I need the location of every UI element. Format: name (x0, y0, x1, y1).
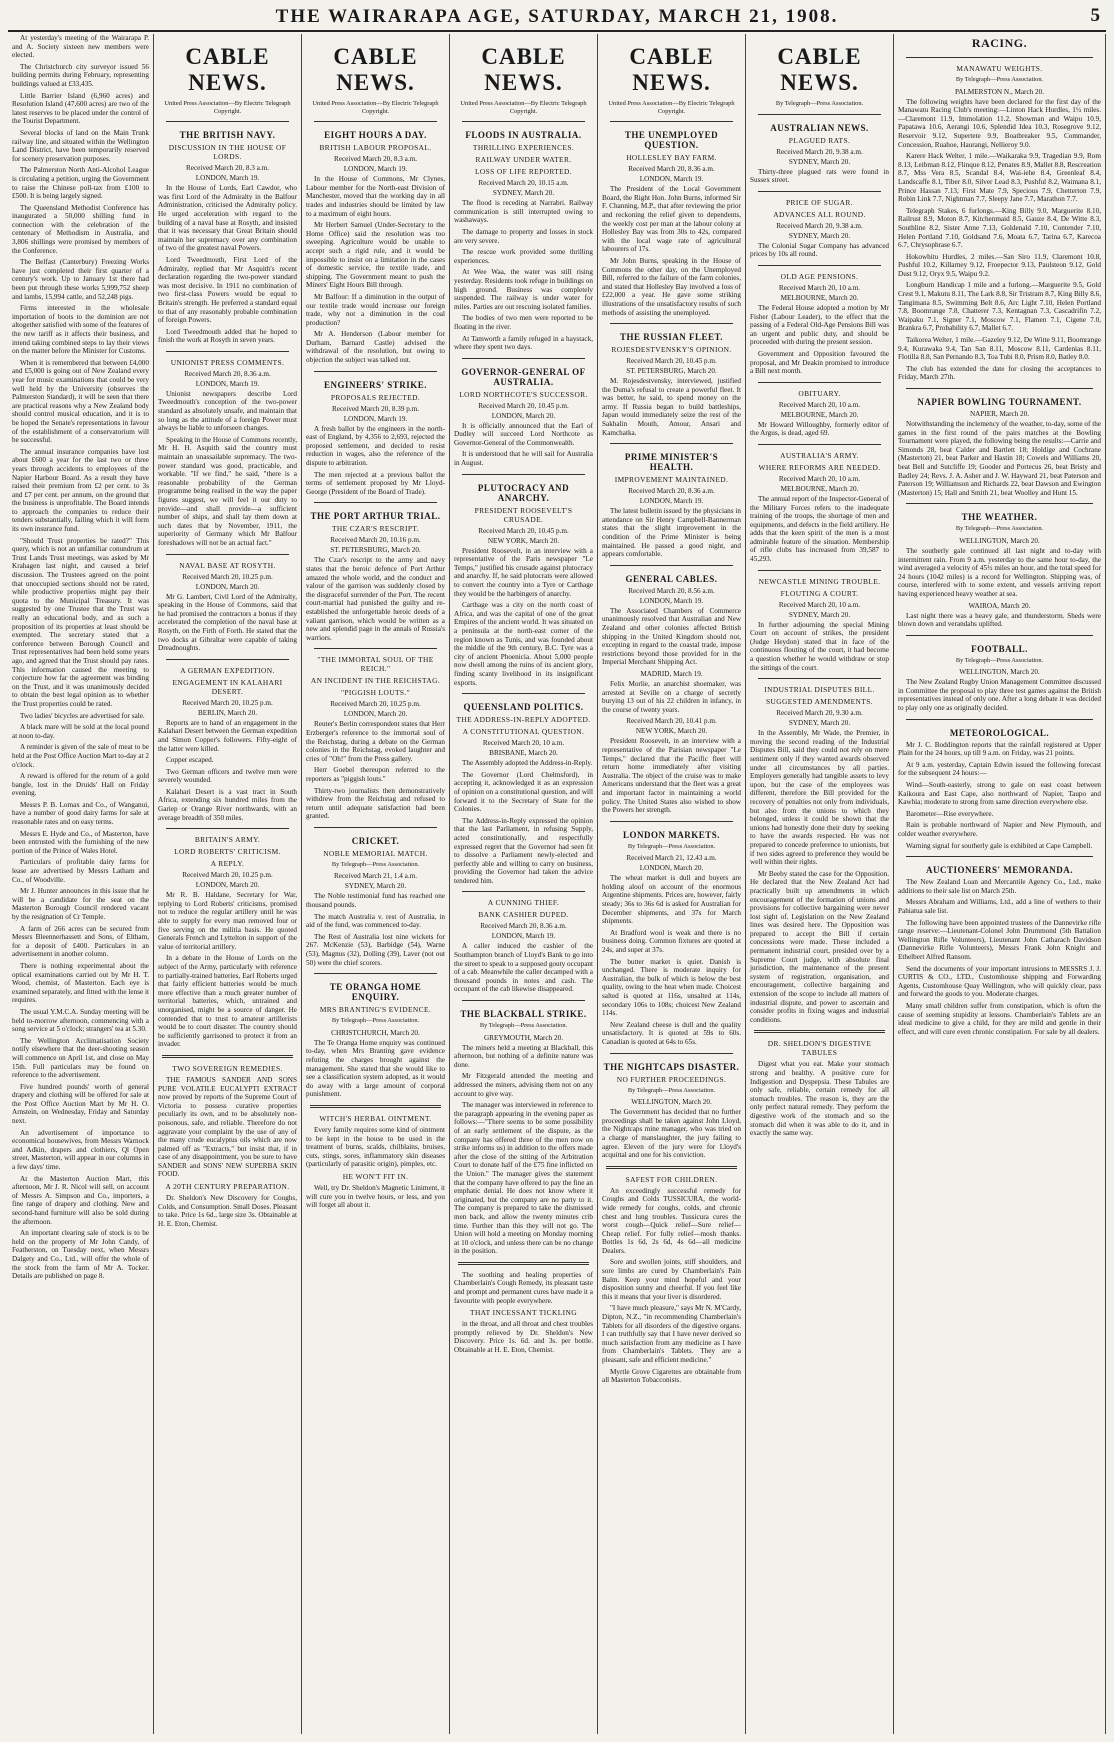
received-time: Received March 20, 10 a.m. (778, 474, 861, 483)
article-paragraph: Taikorea Welter, 1 mile.—Gazeley 9.12, De Witte 9.11, Boomrange 9.4, Kurawaka 9.4, Tan San 8.11, Moscow 8.11, Cardenias 8.11, Flotilla 8.8, San Pernando 8.3, Toa Tubi 8.0, Prism 8.0, Batley 8.0. (898, 336, 1101, 362)
article-paragraph: In a debate in the House of Lords on the subject of the Army, particularly with reference to partially-trained batteries, Earl Roberts urged that fairly efficient batteries would be much more effective than a much greater number of territorial batteries, which, untrained and unorganised, might be a source of danger. He contended that to trust to amateur artillerists would be to court disaster. The country should be sufficiently garrisoned to protect it from an invader. (158, 954, 297, 1049)
article-paragraph: The annual report of the Inspector-General of the Military Forces refers to the inadequate training of the troops, the shortage of men and equipments, and defects in the field artillery. He adds that the keen spirit of the men is a most admirable feature of the situation. Membership of rifle clubs has increased from 39,587 to 45,293. (750, 494, 889, 564)
article-paragraph: The damage to property and losses in stock are very severe. (454, 227, 593, 245)
article-subheading: NOBLE MEMORIAL MATCH. (323, 848, 428, 858)
article-paragraph: Felix Morlie, an anarchist shoemaker, was arrested at Seville on a charge of secretly burying 13 out of his 22 children in infancy, in the course of twenty years. (602, 679, 741, 714)
article-paragraph: Mr John Burns, speaking in the House of Commons the other day, on the Unemployed Bill, referred to the failure of the farm colonies, and stated that Hollesley Bay involved a loss of £22,000 a year. He gave some striking illustrations of the unsatisfactory results of such methods of assisting the unemployed. (602, 256, 741, 317)
article-heading: TE ORANGA HOME ENQUIRY. (329, 982, 422, 1003)
article-subheading: ROJESDESTVENSKY'S OPINION. (611, 345, 732, 355)
local-news-item: Several blocks of land on the Main Trunk railway line, and situated within the Wellington Land District, have been temporarily reserved for scenery preservation purposes. (12, 128, 149, 163)
received-time: Received March 20, 10.16 p.m. (330, 536, 421, 545)
article-subheading: NAVAL BASE AT ROSYTH. (179, 560, 276, 570)
dateline: ST. PETERSBURG, March 20. (626, 367, 717, 376)
article-heading: THE RUSSIAN FLEET. (619, 332, 724, 343)
dateline: WAIROA, March 20. (968, 601, 1031, 610)
article-subheading: A CONSTITUTIONAL QUESTION. (462, 727, 585, 737)
local-news-item: There is nothing experimental about the optical examinations carried out by Mr H. T. Wood, chemist, of Masterton. Each eye is examined separately, and fitted with the lense it requires. (12, 961, 149, 1005)
local-news-item: Particulars of profitable dairy farms for lease are advertised by Messrs Latham and Co., of Woodville. (12, 858, 149, 884)
advertisement-text: Sore and swollen joints, stiff shoulders, and sore limbs are cured by Chamberlain's Pain Balm. Keep your mind hopeful and your disposition sunny and cheerful. If you feel like this it means that your liver is disordered. (602, 1258, 741, 1301)
received-time: Received March 20, 10 a.m. (778, 283, 861, 292)
article-paragraph: The President of the Local Government Board, the Right Hon. John Burns, informed Sir F. Channing, M.P., that after reviewing the prior and reckoning the relief given to dependents, the weekly cost per man at the labour colony at Hollesley Bay was from 30s to 42s, compared with the local wage rate of agricultural labourers of 17s. (602, 185, 741, 254)
dateline: MELBOURNE, March 20. (780, 484, 859, 493)
dateline: ST. PETERSBURG, March 20. (330, 546, 421, 555)
local-news-body (12, 34, 149, 1281)
received-time: Received March 20, 8.36 a.m. (628, 487, 715, 496)
article-paragraph: A fresh ballot by the engineers in the north-east of England, by 4,356 to 2,693, rejected the proposed settlement, and decided to resist reduction in wages, also the reference of the dispute to arbitration. (306, 424, 445, 468)
local-news-item: The Christchurch city surveyor issued 56 building permits during February, representing buildings valued at £33,435. (12, 62, 149, 88)
article-paragraph: The Czar's rescript to the army and navy states that the heroic defence of Port Arthur amazed the whole world, and the conduct and valour of the garrison was suddenly closed by the disgraceful surrender of the Port. The recent court-martial had punished the guilty and re-established the unforgettable heroic deeds of a valiant garrison, which would be written as a new and splendid page in the annals of Russia's warriors. (306, 556, 445, 642)
article-paragraph: The following weights have been declared for the first day of the Manawatu Racing Club's meeting:—Linton Hack Hurdles, 1½ miles.—Claremont 11.9, Immolation 11.2, Showman and Waipu 10.9, Papatawa 10.6, Aerangi 10.6, Splendid Idea 10.3, Rosegrove 9.12, Reservoir 9.12, Supertete 9.9, Boatbreaker 9.5, Commander, Concession, Ruahoe, Haurangi, Nellieroy 9.0. (898, 97, 1101, 149)
column-cable-news-3 (450, 34, 598, 1734)
article-paragraph: In the House of Commons, Mr Clynes, Labour member for the North-east Division of Manchester, moved that the working day in all trades and industries should be limited by law to a maximum of eight hours. (306, 175, 445, 218)
article-paragraph: New Zealand cheese is dull and the quality unsatisfactory. It is quoted at 59s to 60s. Canadian is quoted at 64s to 65s. (602, 1020, 741, 1046)
column-cable-news-2 (302, 34, 450, 1734)
article-paragraph: Government and Opposition favoured the proposal, and Mr Deakin promised to introduce a Bill next month. (750, 349, 889, 376)
article-subheading: THRILLING EXPERIENCES. (472, 143, 575, 153)
article-paragraph: In the House of Lords, Earl Cawdor, who was first Lord of the Admiralty in the Balfour Administration, criticised the Admiralty policy. He urged acceleration with regard to the building of a naval base at Rosyth, and insisted that it was necessary that Great Britain should maintain her supremacy over any combination of two of the greatest naval Powers. (158, 184, 297, 253)
local-news-item: An important clearing sale of stock is to be held on the property of Mr John Candy, of Featherston, on Tuesday next, when Messrs Dalgety and Co., Ltd., will offer the whole of the stock from the farm of Mr A. Tocker. Details are published on page 8. (12, 1229, 149, 1281)
article-subheading: LORD ROBERTS' CRITICISM. (174, 847, 281, 857)
received-time: Received March 20, 8.3 a.m. (333, 155, 418, 164)
article-paragraph: Copper escaped. (166, 756, 214, 765)
article-paragraph: Mr R. B. Haldane, Secretary for War, replying to Lord Roberts' criticisms, promised not to reduce the regular artillery until he was able to supply for every man removed four or five serving on the militia basis. He quoted Generals French and Lyttelton in support of the value of territorial artillery. (158, 891, 297, 951)
article-paragraph: In the Assembly, Mr Wade, the Premier, in moving the second reading of the Industrial Disputes Bill, said they could not rely on mere sentiment only if they wanted awards observed under all circumstances by all parties. Employers generally had tangible assets to levy upon, but the case of the employees was different, therefore the Bill provided for the recovery of penalties not only from individuals, but also from the unions to which they belonged, unless it could be shown that the unions had honestly done their duty by seeking to have the awards respected. He was not prepared to concede preference to unionists, but if two sides agreed to preference they would be well within their rights. (750, 729, 889, 867)
advertisement-text: in the throat, and all throat and chest troubles promptly relieved by Dr. Sheldon's New Discovery. Price 1s. 6d. and 3s. per bottle. Obtainable at H. E. Eton, Chemist. (454, 1320, 593, 1355)
dateline: MELBOURNE, March 20. (780, 410, 859, 419)
article-heading: CRICKET. (351, 835, 400, 846)
advertisement-text: Digest what you eat. Make your stomach strong and healthy. A positive cure for Indigestion and Dyspepsia. These Tabules are only safe, reliable, certain remedy for all stomach troubles. The reason is, they are the only perfect natural remedy. They perform the digestive work of the stomach and so the stomach did when it was able to do it, and in exactly the same way. (750, 1060, 889, 1138)
cable-news-banner: CABLE NEWS. (481, 44, 566, 95)
cable-news-banner: CABLE NEWS. (333, 44, 418, 95)
article-paragraph: The Te Oranga Home enquiry was continued to-day, when Mrs Branting gave evidence refuting the charges brought against the management. She stated that she would like to see a classification system adopted, as it would do away with a large amount of corporal punishment. (306, 1038, 445, 1099)
article-subheading: AN INCIDENT IN THE REICHSTAG. (310, 676, 441, 686)
article-subheading: IMPROVEMENT MAINTAINED. (614, 475, 729, 485)
dateline: NEW YORK, March 20. (487, 536, 560, 545)
article-paragraph: Mr J. C. Boddington reports that the rainfall registered at Upper Plain for the 24 hours, up till 9 a.m. on Friday, was 21 points. (898, 740, 1101, 758)
article-heading: GOVERNOR-GENERAL OF AUSTRALIA. (461, 366, 586, 387)
dateline: LONDON, March 19. (639, 175, 704, 184)
article-paragraph: Reports are to hand of an engagement in the Kalahari Desert between the German expedition and Simon Copper's followers. Fifty-eight of the latter were killed. (158, 718, 297, 753)
article-paragraph: The manager was interviewed in reference to the paragraph appearing in the evening paper as follows:—"There seems to be some possibility of an early settlement of the dispute, as the company has offered three of the men now on strike informs us) in addition to the offers made after the close of the sitting of the Arbitration Court to donate half of the £75 fine inflicted on the Union." The manager gives the statement that the company have offered to pay the fine an emphatic denial. He does not know where it originated, but the company are no party to it. The company is prepared to take the dismissed men back, and allow the twenty minutes crib time. Further than this they will not go. The Union will hold a meeting on Monday morning at 10 o'clock, and unless there can be no change in the position. (454, 1101, 593, 1256)
article-paragraph: Mr Herbert Samuel (Under-Secretary to the Home Office) said the resolution was too sweeping. Agriculture would be unable to accept such a rigid rule, and it would be impossible to insist on a limitation in the cases of domestic service, the textile trade, and shipping. The Government meant to push the Miners' Eight Hours Bill through. (306, 221, 445, 290)
article-paragraph: Messrs Abraham and Williams, Ltd., add a line of wethers to their Pahiatua sale list. (898, 898, 1101, 915)
article-paragraph: Lord Tweedmouth, First Lord of the Admiralty, replied that Mr Asquith's recent declaration regarding the two-power standard was most decisive. In 1911 no combination of two first-class Powers would be equal to Britain's strength. He preferred a standard equal to that of any reasonably probable combination of foreign Powers. (158, 255, 297, 325)
article-heading: QUEENSLAND POLITICS. (463, 702, 584, 713)
article-paragraph: Many small children suffer from constipation, which is often the cause of seeming stupidity at lessons. Chamberlain's Tablets are an ideal medicine to give a child, for they are mild and gentle in their effect, and will cure even chronic constipation. For sale by all dealers. (898, 1001, 1101, 1036)
article-paragraph: Rain is probable northward of Napier and New Plymouth, and colder weather everywhere. (898, 821, 1101, 838)
article-paragraph: The Associated Chambers of Commerce unanimously resolved that Australian and New Zealand and other colonies affected British shipping in the United Kingdom should not, excepting in regard to the coastal trade, impose restrictions beyond those provided for in the Imperial Merchant Shipping Act. (602, 606, 741, 667)
article-paragraph: Longburn Handicap 1 mile and a furlong.—Marguerite 9.5, Gold Crest 9.1, Makutu 8.11, The Lark 8.8, Sir Tristram 8.7, King Billy 8.6, Tangimana 8.5, Swimming Belt 8.6, Arc Light 7.10, Helen Portland 7.8, Boomrange 7.8, Chatterer 7.3, Kentagnan 7.3, Cascadrifin 7.2, Waipaku 7.1, Signer 7.1, Moscow 7.1, Flamen 7.1, Cigene 7.0, Brankra 6.7, Probability 6.7, Mallet 6.7. (898, 281, 1101, 333)
article-paragraph: The southerly gale continued all last night and to-day with intermittent rain. From 9 a.m. yesterday to the same hour to-day, the wind averaged a velocity of 45½ miles an hour, and the total speed for 24 hours (1042 miles) is a record for Wellington. Shipping was, of course, interfered with to some extent, and vessels arriving report having experienced heavy weather at sea. (898, 546, 1101, 598)
dateline: BERLIN, March 20. (197, 708, 258, 717)
dateline: LONDON, March 19. (491, 932, 556, 941)
article-subheading: RAILWAY UNDER WATER. (475, 155, 572, 165)
newspaper-title: THE WAIRARAPA AGE, SATURDAY, MARCH 21, 1908. (275, 6, 839, 27)
dateline: LONDON, March 19. (195, 174, 260, 183)
article-paragraph: The Rest of Australia lost nine wickets for 267. McKenzie (53), Barbidge (54), Warne (53), Magnus (32), Dolling (39), Laver (not out 50) were the chief scorers. (306, 932, 445, 967)
received-time: Received March 20, 10.45 p.m. (478, 526, 569, 535)
advertisement-heading: THAT INCESSANT TICKLING (470, 1308, 577, 1318)
dateline: LONDON, March 20. (639, 864, 704, 873)
dateline: BRISBANE, March 20. (489, 749, 558, 758)
article-paragraph: Mr A. Henderson (Labour member for Durham, Barnard Castle) advised the withdrawal of the resolution, but owing to objection the subject was talked out. (306, 330, 445, 365)
dateline: SYDNEY, March 20. (344, 882, 407, 891)
received-time: Received March 20, 10.25 p.m. (182, 698, 273, 707)
dateline: NEW YORK, March 20. (635, 727, 708, 736)
article-subheading: BRITISH LABOUR PROPOSAL. (319, 143, 432, 153)
article-paragraph: Last night there was a heavy gale, and thunderstorm. Sheds were blown down and verandahs uplifted. (898, 611, 1101, 629)
article-subheading: MANAWATU WEIGHTS. (956, 64, 1043, 73)
article-paragraph: A caller induced the cashier of the Southampton branch of Lloyd's Bank to go into the street to speak to a supposed gouty occupant of a cab. Meanwhile the caller decamped with a thousand pounds in notes and cash. The occupant of the cab likewise disappeared. (454, 942, 593, 994)
article-heading: NAPIER BOWLING TOURNAMENT. (917, 397, 1082, 407)
dateline: NAPIER, March 20. (969, 410, 1030, 418)
article-heading: THE BLACKBALL STRIKE. (460, 1009, 587, 1020)
local-news-item: The Belfast (Canterbury) Freezing Works have just completed their first quarter of a century's work. Up to January 1st there had been put through these works 5,999,752 sheep and lambs, 15,994 cattle, and 52,248 pigs. (12, 258, 149, 301)
article-paragraph: The Federal House adopted a motion by Mr Fisher (Labour Leader), to the effect that the passing of a Federal Old-Age Pensions Bill was an urgent and public duty, and should be proceeded with during the present session. (750, 303, 889, 347)
article-subheading: OLD AGE PENSIONS. (780, 271, 859, 281)
dateline: SYDNEY, March 20. (788, 231, 851, 240)
article-heading: THE BRITISH NAVY. (179, 130, 276, 141)
article-paragraph: Unionist newspapers describe Lord Tweedmouth's conception of the two-power standard as absolutely unsafe, and maintain that so long as the attitude of a foreign Power must always be liable to unforseen changes. (158, 389, 297, 433)
article-heading: THE UNEMPLOYED QUESTION. (624, 130, 719, 151)
article-paragraph: Notwithstanding the inclemency of the weather, to-day, some of the games in the first round of the pairs matches at the Bowling Tournament were played, the following being the results:—Carrie and Simonds 28, beat Calder and Bartlett 18; Holdige and Cochrane (Masterton) 21, beat Parker and Hastin 18; Cowels and Williams 20, beat Bell and Sutcliffe 19; Gooder and Portecus 26, beat Bristy and Badley 24; Revs. J. A. Asher and J. W. Hayward 21, beat Paterson and Paterson 19; Williamson and Richards 22, beat Dawson and Ewington (Masterton) 15; Hall and Smith 21, beat Woolley and Hunt 15. (898, 420, 1101, 497)
article-paragraph: The bodies of two men were reported to be floating in the river. (454, 314, 593, 331)
article-subheading: BANK CASHIER DUPED. (478, 910, 569, 920)
dateline: MADRID, March 19. (640, 669, 703, 678)
received-time: Received March 20, 10.45 p.m. (626, 357, 717, 366)
article-heading: AUCTIONEERS' MEMORANDA. (925, 865, 1073, 876)
received-time: Received March 20, 9.38 a.m. (776, 147, 863, 156)
received-time: Received March 20, 10 a.m. (482, 739, 565, 748)
article-subheading: BRITAIN'S ARMY. (194, 835, 261, 845)
article-subheading: WHERE REFORMS ARE NEEDED. (758, 462, 881, 472)
article-paragraph: It is understood that he will sail for Australia in August. (454, 450, 593, 468)
article-paragraph: At Bradford wool is weak and there is no business doing. Common fixtures are quoted at 24s, and super at 37s. (602, 928, 741, 955)
article-paragraph: Reuter's Berlin correspondent states that Herr Erzberger's reference to the immortal soul of the Reichstag, during a debate on the German colonies in the Reichstag, evoked laughter and cries of "Oh!" from the Press gallery. (306, 720, 445, 763)
dateline: LONDON, March 20. (491, 411, 556, 420)
article-subheading: SUGGESTED AMENDMENTS. (766, 697, 873, 707)
dateline: LONDON, March 19. (343, 414, 408, 423)
local-news-item: A black mare will be sold at the local pound at noon to-day. (12, 723, 149, 740)
press-credit: United Press Association—By Electric Telegraph Copyright. (312, 100, 439, 115)
article-subheading: AUSTRALIA'S ARMY. (780, 450, 859, 460)
article-heading: THE PORT ARTHUR TRIAL. (310, 511, 441, 522)
dateline: LONDON, March 20. (195, 881, 260, 890)
article-paragraph: Mr Fitzgerald attended the meeting and addressed the miners, advising them not on any account to give way. (454, 1072, 593, 1098)
article-heading: EIGHT HOURS A DAY. (324, 130, 427, 141)
cable-news-banner: CABLE NEWS. (629, 44, 714, 95)
press-credit: By Telegraph—Press Association. (775, 100, 864, 107)
advertisement-text: "I have much pleasure," says Mr N. M'Cardy, Dipton, N.Z., "in recommending Chamberlain's Tablets for all disorders of the digestive organs. I can truthfully say that I have never derived so much satisfaction from any medicine as I have from Chamberlain's Tablets. They are a pleasant, safe and efficient medicine." (602, 1304, 741, 1364)
local-news-item: The Wellington Acclimatisation Society notify elsewhere that the deer-shooting season will commence on April 1st, and close on May 15th. Full particulars may be found on reference to the advertisement. (12, 1036, 149, 1080)
local-news-item: An advertisement of importance to economical housewives, from Messrs Warnock and Adkin, drapers and clothiers, Ql Open street, Masterton, will appear in our columns in a few days' time. (12, 1128, 149, 1172)
article-heading: RACING. (971, 36, 1028, 50)
article-paragraph: The Government has decided that no further proceedings shall be taken against John Lloyd, the Nightcaps mine manager, who was tried on a charge of manslaughter, the jury failing to agree. Eleven of the jury were for Lloyd's acquittal and one for his conviction. (602, 1108, 741, 1160)
advertisement-heading: DR. SHELDON'S DIGESTIVE TABULES (767, 1039, 872, 1058)
article-subheading: THE ADDRESS-IN-REPLY ADOPTED. (456, 715, 591, 725)
article-heading: GENERAL CABLES. (625, 573, 718, 584)
article-paragraph: Carthage was a city on the north coast of Africa, and was the capital of one of the great Empires of the ancient world. It was situated on a peninsula at the north-east corner of the region known as Tunis, and was founded about the middle of the 9th century, B.C. Tyre was a city of ancient Phoenicia. About 5,000 people now dwell among the ruins of its ancient glory, finding scanty livelihood in its insignificant exports. (454, 601, 593, 687)
article-paragraph: Thirty-three plagued rats were found in Sussex street. (750, 167, 889, 185)
local-news-item: A reminder is given of the sale of meat to be held at the Post Office Auction Mart to-day at 2 o'clock. (12, 743, 149, 769)
press-credit: United Press Association—By Electric Telegraph Copyright. (460, 100, 587, 115)
received-time: Received March 20, 8.56 a.m. (628, 586, 715, 595)
article-heading: PRIME MINISTER'S HEALTH. (624, 452, 719, 473)
article-heading: AUSTRALIAN NEWS. (770, 122, 869, 133)
local-news-item: Two ladies' bicycles are advertised for sale. (20, 711, 145, 720)
article-paragraph: Warning signal for southerly gale is exhibited at Cape Campbell. (906, 841, 1093, 850)
press-credit: By Telegraph—Press Association. (331, 1017, 420, 1025)
received-time: Received March 21, 12.43 a.m. (626, 854, 717, 863)
local-news-item: Messrs E. Hyde and Co., of Masterton, have been entrusted with the furnishing of the new portion of the Prince of Wales Hotel. (12, 829, 149, 855)
article-subheading: PRICE OF SUGAR. (786, 197, 853, 207)
article-subheading: PLAGUED RATS. (788, 135, 851, 145)
advertisement-text: THE FAMOUS SANDER AND SONS PURE VOLATILE EUCALYPTI EXTRACT now proved by reports of the Supreme Court of Victoria to possess curative properties peculiarly its own, and to be absolutely non-poisonous, safe, and reliable. Therefore do not aggravate your complaint by the use of any of the many crude eucalyptus oils which are now palmed off as "Extracts," but insist that, if in case of any disappointment, you be sure to have SANDER and SONS' NEW SUPERBA SKIN FOOD. (158, 1075, 297, 1179)
article-paragraph: Send the documents of your important intrusions to MESSRS J. J. CURTIS & CO., LTD., Customhouse shipping and Forwarding Agents, Customhouse Quay Wellington, who will quickly clear, pass and forward the goods to you. Moderate charges. (898, 964, 1101, 999)
article-paragraph: The butter market is quiet. Danish is unchanged. There is moderate inquiry for Australian, the bulk of which is below the best quality, owing to the heat when made. Choicest salted is quoted at 116s, unsalted at 114s, secondary 106s to 108s; choicest New Zealand 114s. (602, 957, 741, 1018)
local-news-item: The annual insurance companies have lost about £600 a year for the last two or three years through accidents to employees of the Napier Harbour Board. As a result they have raised their premium from £2 per cent. to 3s and £7 per cent. per annum, on the ground that the business is unprofitable. The Board intends to approach the companies to reduce their tenders substantially, failing which it will form its own insurance fund. (12, 447, 149, 534)
dateline: SYDNEY, March 20. (788, 157, 851, 166)
dateline: LONDON, March 19. (195, 379, 260, 388)
article-paragraph: The flood is receding at Narrabri. Railway communication is still interrupted owing to washaways. (454, 199, 593, 225)
local-news-item: Firms interested in the wholesale importation of boots to the dominion are not altogether satisfied with some of the features of the new tariff as it affects their business, and intend taking combined steps to lay their views on the matter before the Minister for Customs. (12, 304, 149, 356)
press-credit: By Telegraph—Press Association. (479, 1022, 568, 1030)
article-subheading: FLOUTING A COURT. (780, 588, 859, 598)
article-heading: THE WEATHER. (961, 512, 1038, 523)
dateline: SYDNEY, March 20. (788, 610, 851, 619)
article-paragraph: Kalahari Desert is a vast tract in South Africa, extending six hundred miles from the Gariep or Orange River northwards, with an average breadth of 350 miles. (158, 787, 297, 822)
article-subheading: UNIONIST PRESS COMMENTS. (170, 357, 285, 367)
article-subheading: NO FURTHER PROCEEDINGS. (616, 1074, 727, 1084)
dateline: SYDNEY, March 20. (788, 719, 851, 728)
article-paragraph: The New Zealand Loan and Mercantile Agency Co., Ltd., make additions to their sale list on March 25th. (898, 878, 1101, 895)
article-heading: LONDON MARKETS. (622, 829, 720, 840)
article-subheading: "PIGGISH LOUTS." (340, 688, 411, 698)
advertisement-text: The soothing and healing properties of Chamberlain's Cough Remedy, its pleasant taste and prompt and permanent cures have made it a favourite with people everywhere. (454, 1270, 593, 1305)
article-paragraph: Mr Howard Willoughby, formerly editor of the Argus, is dead, aged 69. (750, 420, 889, 438)
masthead (8, 4, 1106, 32)
article-subheading: THE CZAR'S RESCRIPT. (331, 524, 419, 534)
received-time: Received March 20, 10.45 p.m. (478, 401, 569, 410)
article-paragraph: The Address-in-Reply expressed the opinion that the last Parliament, in refusing Supply, acted constitutionally, and respectfully expressed regret that the Governor had seen fit to dissolve a Parliament newly-elected and perfectly able and willing to carry on business, providing the Governor had taken the advice tendered him. (454, 816, 593, 885)
article-paragraph: The New Zealand Rugby Union Management Committee discussed in Committee the proposal to play three test games against the British representatives instead of only one. After a long debate it was decided to play only one as originally decided. (898, 678, 1101, 713)
article-paragraph: The latest bulletin issued by the physicians in attendance on Sir Henry Campbell-Bannerman states that the slight improvement in the condition of the Prime Minister is being maintained. He passed a good night, and appears comfortable. (602, 507, 741, 559)
local-news-item: When it is remembered that between £4,000 and £5,000 is going out of New Zealand every year for music examinations that could be very well held by the University (observes the Palmerston Standard), it will be seen that there are practical reasons why a New Zealand body should control musical education, and it is to be hoped the Senate's representations in favour of the establishment of a conservatorium will be successful. (12, 358, 149, 445)
article-paragraph: It is officially announced that the Earl of Dudley will succeed Lord Northcote as Governor-General of the Commonwealth. (454, 421, 593, 447)
article-subheading: ADVANCES ALL ROUND. (773, 209, 866, 219)
local-news-item: A reward is offered for the return of a gold bangle, lost in the Druids' Hall on Friday evening. (12, 772, 149, 798)
dateline: PALMERSTON N., March 20. (954, 87, 1045, 96)
article-heading: THE NIGHTCAPS DISASTER. (603, 1061, 740, 1072)
dateline: WELLINGTON, March 20. (959, 668, 1040, 677)
local-news-item: Five hundred pounds' worth of general drapery and clothing will be offered for sale at the Post Office Auction Mart by Mr H. O. Arnstein, on Wednesday, Friday and Saturday next. (12, 1082, 149, 1126)
received-time: Received March 20, 10.25 p.m. (182, 871, 273, 880)
article-paragraph: The match Australia v. rest of Australia, in aid of the fund, was commenced to-day. (306, 912, 445, 930)
article-paragraph: M. Rojesdestvensky, interviewed, justified the Duma's refusal to create a powerful fleet. It was better, he said, to spend money on the army. If Russia began to build battleships, Japan would immediately seize the rest of the Sakhalin Mouth, Amour, Ansari and Kamchatka. (602, 377, 741, 437)
received-time: Received March 20, 10.15 a.m. (478, 179, 569, 188)
article-heading: METEOROLOGICAL. (949, 727, 1050, 738)
received-time: Received March 20, 8.3 a.m. (185, 164, 270, 173)
local-news-item: The Palmerston North Anti-Alcohol League is circulating a petition, urging the Government to raise the Chinese poll-tax from £100 to £500. It is being largely signed. (12, 166, 149, 201)
article-paragraph: Telegraph Stakes, 6 furlongs.—King Billy 9.0, Marguerite 8.10, Railrust 8.9, Moton 8.7, Kitchenmaid 8.5, Gauze 8.4, De Witte 8.3, Southline 8.2, Sister Anne 7.13, Goldenald 7.10, Contender 7.10, Helen Portland 7.10, Goldsand 7.6, Moata 6.7, Tarina 6.7, Karecoa 6.7, Chrysophrase 6.7. (898, 206, 1101, 250)
article-subheading: PRESIDENT ROOSEVELT'S CRUSADE. (474, 505, 573, 524)
article-subheading: HOLLESLEY BAY FARM. (626, 153, 717, 163)
article-paragraph: The Governor (Lord Chelmsford), in accepting it, acknowledged it as an expression of opinion on a constitutional question, and will forward it to the Secretary of State for the Colonies. (454, 770, 593, 814)
article-paragraph: The wheat market is dull and buyers are holding aloof on account of the enormous Argentine shipments. Prices are, however, fairly steady; 36s to 36s 6d is asked for Australian for December shipments, and 37s for March shipments. (602, 874, 741, 926)
article-paragraph: In further adjourning the special Mining Court on account of strikes, the president (Judge Heydon) stated that in face of the continuous flouting of the court, it had become a question whether he would withdraw or stop the sittings of the court. (750, 620, 889, 672)
cable-news-banner: CABLE NEWS. (777, 44, 862, 95)
press-credit: United Press Association—By Electric Telegraph Copyright. (164, 100, 291, 115)
advertisement-text: Myrtle Grove Cigarettes are obtainable from all Masterton Tobacconists. (602, 1367, 741, 1385)
article-paragraph: Two German officers and twelve men were severely wounded. (158, 767, 297, 785)
article-paragraph: Barometer—Rise everywhere. (906, 809, 994, 818)
article-paragraph: The rescue work provided some thrilling experiences. (454, 248, 593, 265)
dateline: LONDON, March 19. (639, 596, 704, 605)
article-paragraph: At Wee Waa, the water was still rising yesterday. Residents took refuge in buildings on high ground. Business was completely suspended. The railway is under water for miles. Parties are out rescuing isolated families. (454, 268, 593, 311)
received-time: Received March 20, 10 a.m. (778, 600, 861, 609)
article-paragraph: Herr Goebel thereupon referred to the reporters as "piggish louts." (306, 766, 445, 783)
article-paragraph: The Colonial Sugar Company has advanced prices by 10s all round. (750, 241, 889, 259)
received-time: Received March 20, 8.36 a.m. (480, 922, 567, 931)
article-paragraph: Thirty-two journalists then demonstratively withdrew from the Reichstag and refused to return until adequate satisfaction had been granted. (306, 786, 445, 821)
press-credit: By Telegraph—Press Association. (955, 76, 1044, 83)
article-paragraph: The following have been appointed trustees of the Dannevirke rifle range reserve:—Lieutenant-Colonel John Drummond (5th Battalion Wellington Rifle Volunteers), Lieutenant John Catharach Davidson (Dannevirke Rifle Volunteers), Messrs Frank John Knight and Ethelbert Alfred Ransom. (898, 918, 1101, 961)
column-cable-news-4 (598, 34, 746, 1734)
local-news-item: The Queensland Methodist Conference has inaugurated a 50,000 shilling fund in connection with the celebration of the centenary of Methodism in Australia, and 3,806 shillings were promised by members of the Conference. (12, 203, 149, 255)
press-credit: United Press Association—By Electric Telegraph Copyright. (608, 100, 735, 115)
cable-news-banner: CABLE NEWS. (185, 44, 270, 95)
press-credit: By Telegraph—Press Association. (955, 656, 1044, 664)
article-paragraph: Mr Beeby stated the case for the Opposition. He declared that the New Zealand Act had practically built up amendments in which encouragement of the formation of unions and provisions for collective bargaining were never lost sight of. Legislation on the New Zealand lines was desired here. The Opposition was prepared to accept the Bill if certain concessions were made. These included a permanent industrial court, presided over by a Supreme Court judge, with absolute final jurisdiction, the maintenance of the present system of registration, organisation, and encouragement, collective bargaining and extension of the scope to include all matters of industrial dispute, and power to ascertain and consider profits in fixing wages and industrial conditions. (750, 869, 889, 1024)
article-subheading: "THE IMMORTAL SOUL OF THE REICH." (317, 655, 434, 674)
column-local-news (8, 34, 154, 1734)
dateline: LONDON, March 19. (639, 497, 704, 506)
article-subheading: OBITUARY. (798, 388, 841, 398)
article-subheading: INDUSTRIAL DISPUTES BILL. (764, 685, 875, 695)
local-news-item: The usual Y.M.C.A. Sunday meeting will be held to-morrow afternoon, commencing with a song service at 5 o'clock; strangers' tea at 5.30. (12, 1007, 149, 1034)
dateline: SYDNEY, March 20. (492, 189, 555, 198)
received-time: Received March 20, 10.25 p.m. (182, 572, 273, 581)
article-paragraph: At 9 a.m. yesterday, Captain Edwin issued the following forecast for the subsequent 24 hours:— (898, 760, 1101, 778)
article-paragraph: Karere Hack Welter, 1 mile.—Waikaraka 9.9, Tragedian 9.9, Rom 8.13, Leibman 8.12, Flinque 8.12, Penates 8.9, Mallet 8.8, Rescreation 8.7, Mss Vera 8.5, Scandal 8.4, Wai-iehe 8.4, Greenleaf 8.4, Landscaffe 8.1, Tiber 8.0, Silver Lead 8.3, Pushful 8.2, Waimana 8.1, Prince Hassan 7.13, First Mate 7.9, Specious 7.9, Chetterton 7.9, Robin Link 7.7, Nightman 7.7, Sleepy Jane 7.7, Marathon 7.7. (898, 152, 1102, 204)
press-credit: By Telegraph—Press Association. (627, 1086, 716, 1094)
advertisement-text: Well, try Dr. Sheldon's Magnetic Liniment, it will cure you in twelve hours, or less, and you will forget all about it. (306, 1183, 445, 1210)
article-paragraph: President Roosevelt, in an interview with a representative of the Paris newspaper "Le Temps," justified his crusade against plutocracy and anarchy. If, he said plutocrats were allowed to convert the country into a Tyre or Carthage they would be the harbingers of anarchy. (454, 546, 593, 598)
local-news-item: A farm of 266 acres can be secured from Messrs Bleennerhassett and Sons, of Eltham, for a deposit of £400. Particulars in an advertisement in another column. (12, 924, 149, 959)
article-paragraph: The men rejected at a previous ballot the terms of settlement proposed by Mr Lloyd-George (President of the Board of Trade). (306, 470, 445, 496)
dateline: LONDON, March 19. (343, 165, 408, 174)
article-paragraph: The miners held a meeting at Blackball, this afternoon, but nothing of a definite nature was done. (454, 1043, 593, 1069)
dateline: CHRISTCHURCH, March 20. (331, 1028, 420, 1037)
press-credit: By Telegraph—Press Association. (331, 860, 420, 868)
received-time: Received March 20, 10 a.m. (778, 400, 861, 409)
received-time: Received March 20, 9.38 a.m. (776, 221, 863, 230)
article-subheading: PROPOSALS REJECTED. (330, 392, 421, 402)
advertisement-text: Every family requires some kind of ointment to be kept in the house to be used in the treatment of burns, scalds, chilblains, bruises, cuts, stings, sores, inflammatory skin diseases (particularly of parasitic origin), pimples, etc. (306, 1125, 445, 1169)
local-news-item: Little Barrier Island (6,960 acres) and Resolution Island (47,600 acres) are two of the latest reserves to be placed under the control of the Tourist Department. (12, 91, 149, 126)
dateline: LONDON, March 20. (195, 582, 260, 591)
advertisement-heading: WITCH'S HERBAL OINTMENT. (319, 1113, 432, 1123)
page-number: 5 (1090, 5, 1100, 26)
dateline: WELLINGTON, March 20. (959, 536, 1040, 545)
local-news-item: At yesterday's meeting of the Wairarapa P. and A. Society sixteen new members were elected. (12, 34, 149, 60)
press-credit: By Telegraph—Press Association. (955, 525, 1044, 533)
dateline: WELLINGTON, March 20. (631, 1098, 712, 1107)
article-heading: FLOODS IN AUSTRALIA. (465, 130, 582, 141)
advertisement-heading: SAFEST FOR CHILDREN. (625, 1174, 718, 1184)
article-subheading: A GERMAN EXPEDITION. (180, 665, 275, 675)
advertisement-heading: TWO SOVEREIGN REMEDIES. (172, 1063, 283, 1073)
article-heading: PLUTOCRACY AND ANARCHY. (477, 482, 570, 503)
article-paragraph: Mr Balfour: If a diminution in the output of our textile trade would increase our foreign trade, why not a diminution in the coal production? (306, 292, 445, 327)
article-subheading: DISCUSSION IN THE HOUSE OF LORDS. (168, 143, 287, 162)
received-time: Received March 21, 1.4 a.m. (333, 872, 418, 881)
local-news-item: At the Masterton Auction Mart, this afternoon, Mr J. R. Nicol will sell, on account of Messrs A. Simpson and Co., importers, a fine range of drapery and clothing. New and second-hand furniture will also be sold during the afternoon. (12, 1174, 149, 1226)
column-cable-news-5 (746, 34, 894, 1734)
article-paragraph: Wind—South-easterly, strong to gale on east coast between Kaikoura and East Cape, also northward of Napier, Taupo and Kawhia; moderate to strong from same direction everywhere else. (898, 781, 1101, 807)
dateline: GREYMOUTH, March 20. (483, 1033, 564, 1042)
dateline: LONDON, March 20. (343, 710, 408, 719)
article-paragraph: Mr G. Lambert, Civil Lord of the Admiralty, speaking in the House of Commons, said that he had promised the contractors a bonus if they accelerated the completion of the naval base at Rosyth, on the Firth of Forth. He stated that the two docks at Gibraltar were capable of taking Dreadnoughts. (158, 592, 297, 653)
article-subheading: NEWCASTLE MINING TROUBLE. (758, 576, 881, 586)
article-paragraph: Lord Tweedmouth added that he hoped to finish the work at Rosyth in seven years. (158, 327, 297, 345)
advertisement-text: Dr. Sheldon's New Discovery for Coughs, Colds, and Consumption. Small Doses. Pleasant to take. Price 1s 6d., large size 3s. Obtainable at H. E. Eton, Chemist. (158, 1194, 297, 1228)
local-news-item: "Should Trust properties be rated?" This query, which is not an unfamiliar conundrum at Trust Lands Trust meetings, was asked by Mr Krahagen last night, and caused a brief discussion. The Trustees agreed on the point that unoccupied sections should not be rated, while productive properties might pay their quota to the Municipal Treasury. It was suggested by one Trustee that the Trust was really an educational body, and as such a proposition of its properties at least should be exempted. The secretary stated that a conference between Borough Council and Trust representatives had been held some years ago, and agreed that the Trust should pay rates. This information caused the meeting to conjecture how far the agreement was binding on the Trust, and it was unanimously decided to obtain the best legal opinion as to whether the Trust properties could be rated. (12, 536, 149, 708)
received-time: Received March 20, 10.41 p.m. (626, 717, 717, 726)
received-time: Received March 20, 8.39 p.m. (331, 404, 420, 413)
advertisement-heading: A 20TH CENTURY PREPARATION. (165, 1182, 290, 1192)
article-subheading: LOSS OF LIFE REPORTED. (474, 167, 573, 177)
advertisement-heading: HE WON'T FIT IN. (342, 1171, 409, 1181)
article-heading: FOOTBALL. (971, 643, 1028, 654)
column-sport-and-weather (894, 34, 1106, 1734)
article-subheading: A CUNNING THIEF. (487, 898, 560, 908)
advertisement-text: An exceedingly successful remedy for Coughs and Colds TUSSICURA, the world-wide remedy for coughs, colds, and chronic chest and lung troubles. Tussicura cures the worst cough—Quick relief—Sure relief—Cheap relief. For fully relief—mosh thanks. Bottles 1s 6d, 2s 6d, 4s 6d—all medicine Dealers. (602, 1186, 741, 1255)
received-time: Received March 20, 8.36 a.m. (628, 165, 715, 174)
local-news-item: Messrs P. B. Lomax and Co., of Wanganui, have a number of good dairy farms for sale at reasonable rates and on easy terms. (12, 800, 149, 827)
received-time: Received March 20, 8.36 a.m. (184, 369, 271, 378)
article-paragraph: The Noble testimonial fund has reached one thousand pounds. (306, 892, 445, 910)
article-subheading: MRS BRANTING'S EVIDENCE. (319, 1005, 432, 1015)
dateline: MELBOURNE, March 20. (780, 293, 859, 302)
article-subheading: A REPLY. (210, 859, 245, 869)
article-paragraph: Hokowhitu Hurdles, 2 miles.—San Siro 11.9, Claremont 10.8, Pushful 10.2, Killarney 9.12, Froepector 9.13, Paulsteon 9.12, Gold Dust 9.12, Oryx 9.5, Waipu 9.2. (898, 252, 1101, 278)
article-subheading: LORD NORTHCOTE'S SUCCESSOR. (459, 389, 588, 399)
article-heading: ENGINEERS' STRIKE. (323, 379, 428, 390)
article-paragraph: The club has extended the date for closing the acceptances to Friday, March 27th. (898, 364, 1101, 382)
article-paragraph: President Roosevelt, in an interview with a representative of the Parisian newspaper "Le Temps," declared that the Pacific fleet will return home immediately after visiting Australia. The object of the cruise was to make Americans understand that the fleet was a great and important factor in maintaining a world policy. The United States also wished to show the Powers her strength. (602, 737, 741, 815)
article-subheading: ENGAGEMENT IN KALAHARI DESERT. (172, 677, 283, 696)
article-paragraph: At Tamworth a family refuged in a haystack, where they spent two days. (454, 334, 593, 352)
column-cable-news-1 (154, 34, 302, 1734)
article-paragraph: Speaking in the House of Commons recently, Mr H. H. Asquith said the country must maintain an unassailable supremacy. The two-power standard was good, practicable, and workable. "If we find," he said, "there is a reasonable probability of the German programme being realised in the way the paper figures suggest, we will feel it our duty to provide—and shall provide—a sufficient number of ships, and shall lay them down at such dates that by November, 1911, the superiority of Germany which Mr Balfour foreshadows will not be an actual fact." (158, 435, 297, 547)
local-news-item: Mr J. Hunter announces in this issue that he will be a candidate for the seat on the Masterton Borough Council rendered vacant by the resignation of Cr Temple. (12, 887, 149, 921)
article-paragraph: The Assembly adopted the Address-in-Reply. (462, 759, 593, 768)
received-time: Received March 20, 9.30 a.m. (776, 709, 863, 718)
received-time: Received March 20, 10.25 p.m. (330, 700, 421, 709)
press-credit: By Telegraph—Press Association. (627, 842, 716, 850)
